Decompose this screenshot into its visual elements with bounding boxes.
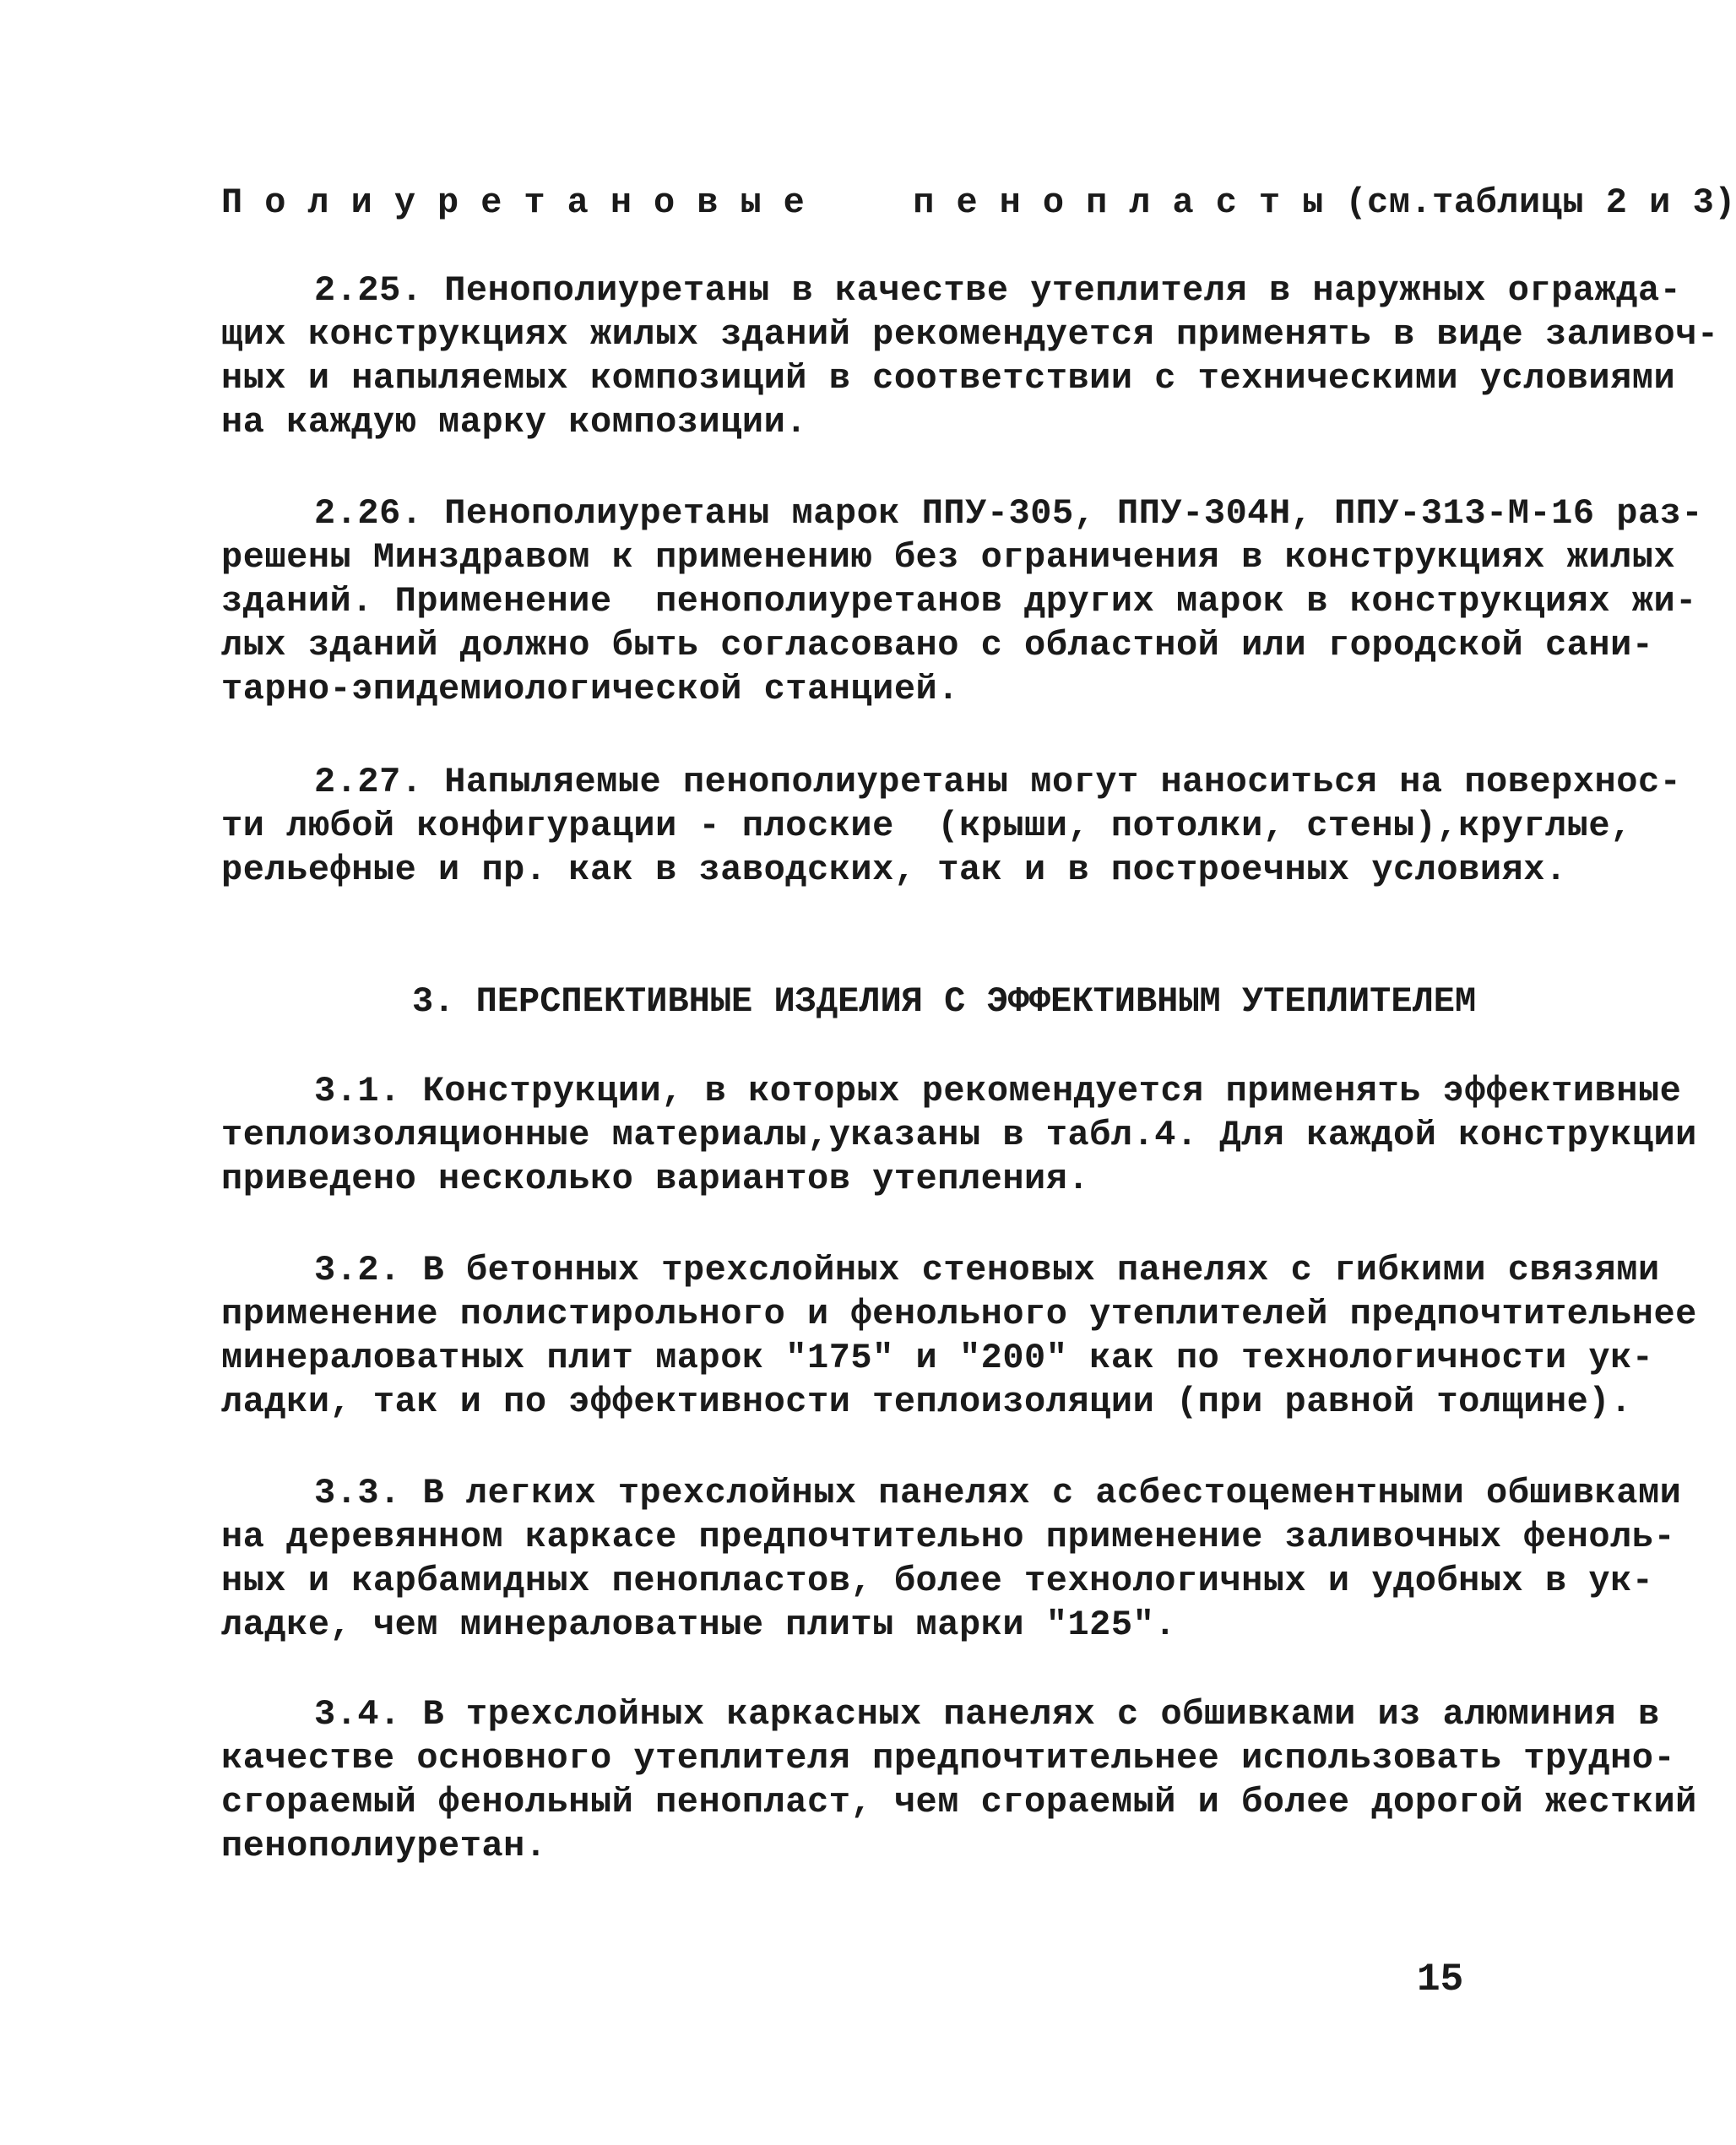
p227-line-3: рельефные и пр. как в заводских, так и в построечных условиях. <box>221 850 1567 890</box>
p33-line-4: ладке, чем минераловатные плиты марки "125". <box>221 1605 1176 1645</box>
p31-line-3: приведено несколько вариантов утепления. <box>221 1159 1090 1199</box>
p32-line-2: применение полистирольного и фенольного утеплителей предпочтительнее <box>221 1294 1697 1334</box>
p34-line-1: 3.4. В трехслойных каркасных панелях с обшивками из алюминия в <box>314 1694 1660 1735</box>
p225-line-1: 2.25. Пенополиуретаны в качестве утеплителя в наружных огражда- <box>314 270 1682 311</box>
p226-line-5: тарно-эпидемиологической станцией. <box>221 669 959 709</box>
p31-line-1: 3.1. Конструкции, в которых рекомендуется применять эффективные <box>314 1071 1682 1111</box>
p33-line-2: на деревянном каркасе предпочтительно применение заливочных феноль- <box>221 1517 1676 1557</box>
p34-line-4: пенополиуретан. <box>221 1826 547 1866</box>
chapter-3-heading: 3. ПЕРСПЕКТИВНЫЕ ИЗДЕЛИЯ С ЭФФЕКТИВНЫМ УТЕПЛИТЕЛЕМ <box>412 981 1477 1022</box>
p226-line-2: решены Минздравом к применению без ограничения в конструкциях жилых <box>221 537 1676 578</box>
p227-line-1: 2.27. Напыляемые пенополиуретаны могут наноситься на поверхнос- <box>314 762 1682 802</box>
page-number: 15 <box>1417 1958 1464 2001</box>
p34-line-3: сгораемый фенольный пенопласт, чем сгораемый и более дорогой жесткий <box>221 1782 1697 1822</box>
p225-line-2: щих конструкциях жилых зданий рекомендуется применять в виде заливоч- <box>221 314 1719 355</box>
p226-line-1: 2.26. Пенополиуретаны марок ППУ-305, ППУ-304Н, ППУ-313-М-16 раз- <box>314 493 1704 534</box>
section-title <box>221 181 1736 225</box>
p32-line-1: 3.2. В бетонных трехслойных стеновых панелях с гибкими связями <box>314 1250 1660 1290</box>
p226-line-4: лых зданий должно быть согласовано с областной или городской сани- <box>221 625 1654 665</box>
p32-line-4: ладки, так и по эффективности теплоизоляции (при равной толщине). <box>221 1382 1632 1422</box>
section-title-spaced: Полиуретановые пенопласты <box>221 182 1346 223</box>
p31-line-2: теплоизоляционные материалы,указаны в табл.4. Для каждой конструкции <box>221 1115 1697 1155</box>
p226-line-3: зданий. Применение пенополиуретанов других марок в конструкциях жи- <box>221 581 1697 622</box>
p33-line-1: 3.3. В легких трехслойных панелях с асбестоцементными обшивками <box>314 1473 1682 1513</box>
p34-line-2: качестве основного утеплителя предпочтительнее использовать трудно- <box>221 1738 1676 1778</box>
p227-line-2: ти любой конфигурации - плоские (крыши, потолки, стены),круглые, <box>221 806 1632 846</box>
section-title-tail: (см.таблицы 2 и 3) <box>1345 182 1736 223</box>
p225-line-3: ных и напыляемых композиций в соответствии с техническими условиями <box>221 358 1676 399</box>
p225-line-4: на каждую марку композиции. <box>221 402 808 443</box>
p32-line-3: минераловатных плит марок "175" и "200" как по технологичности ук- <box>221 1338 1654 1378</box>
p33-line-3: ных и карбамидных пенопластов, более технологичных и удобных в ук- <box>221 1561 1654 1601</box>
